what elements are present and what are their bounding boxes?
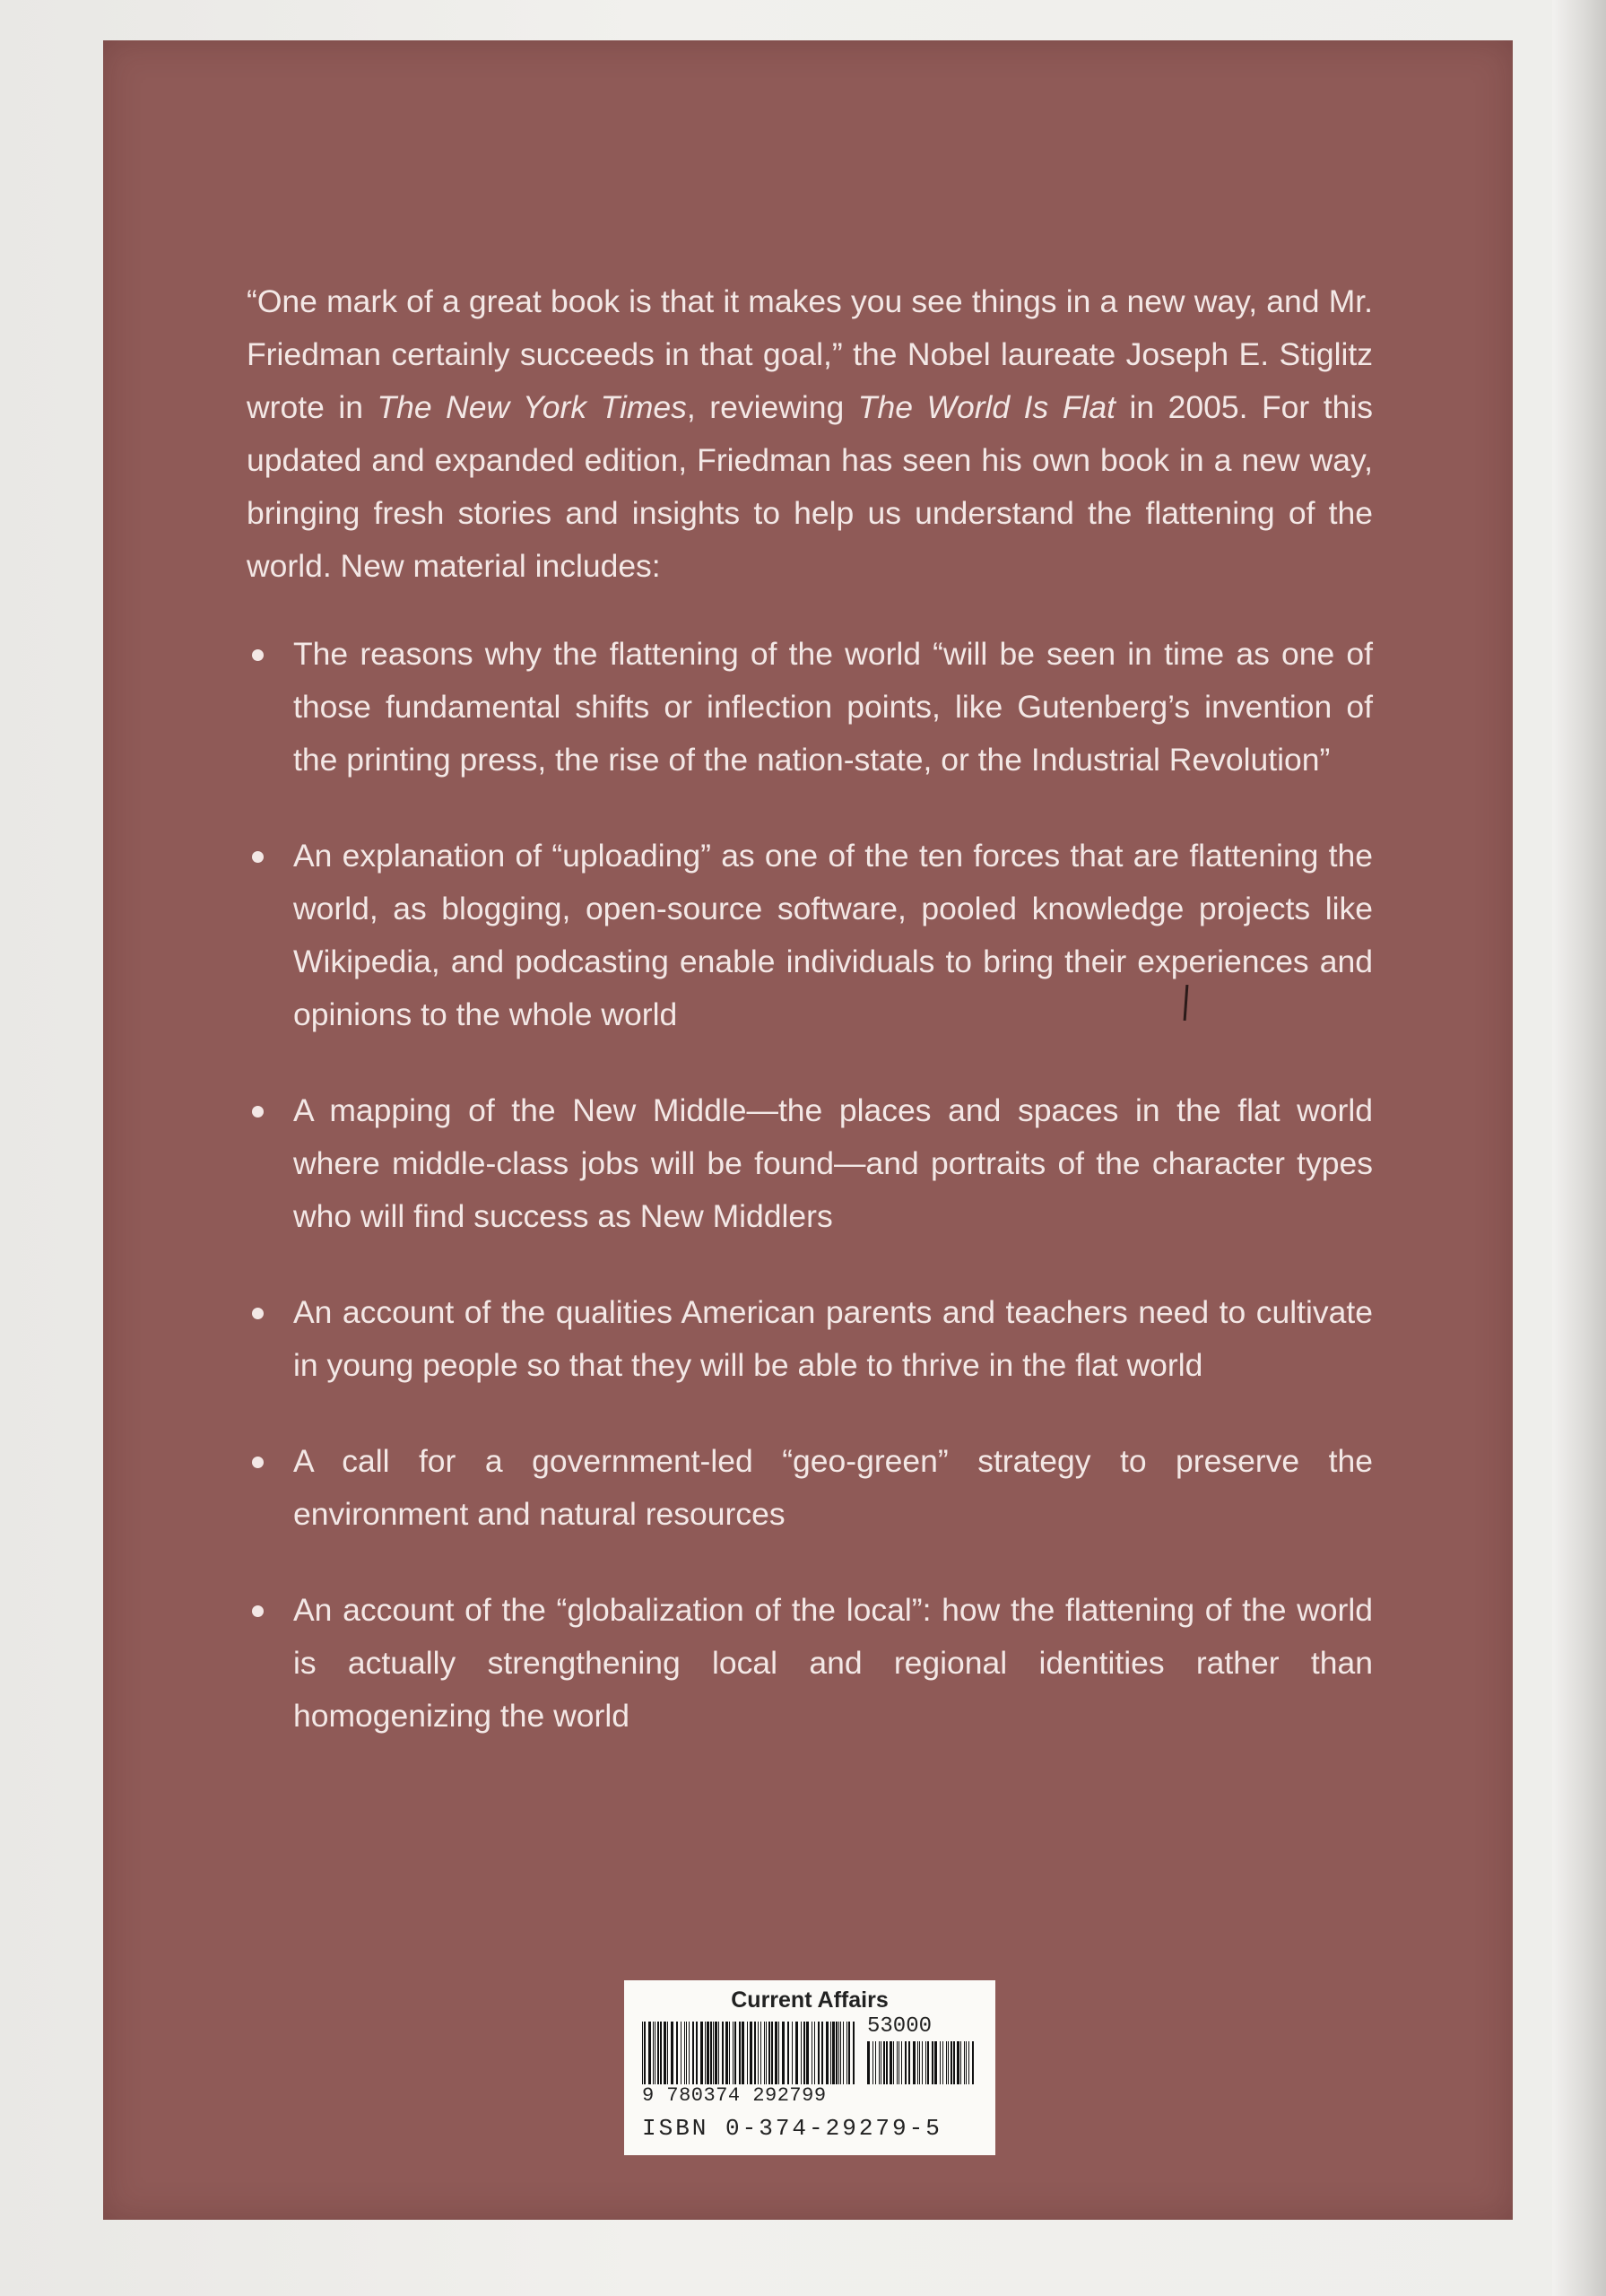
barcode-bar bbox=[875, 2041, 876, 2084]
bullet-icon bbox=[252, 1605, 264, 1617]
barcode-bar bbox=[927, 2041, 929, 2084]
barcode-bar bbox=[764, 2022, 765, 2084]
barcode-bar bbox=[942, 2041, 943, 2084]
barcode-bar bbox=[725, 2022, 728, 2084]
barcode-bar bbox=[760, 2022, 761, 2084]
newspaper-title: The New York Times bbox=[377, 389, 687, 425]
barcode-bar bbox=[795, 2022, 798, 2084]
barcode-bar bbox=[946, 2041, 947, 2084]
barcode-bar bbox=[686, 2022, 687, 2084]
barcode-bar bbox=[897, 2041, 898, 2084]
barcode-bar bbox=[792, 2022, 793, 2084]
barcode-bar bbox=[848, 2022, 850, 2084]
barcode-bar bbox=[886, 2041, 888, 2084]
list-item-text: An account of the “globalization of the local”: how the flattening of the world is actually strengthening local and regional identities rather than homogenizing the world bbox=[293, 1592, 1373, 1734]
barcode-bar bbox=[953, 2041, 955, 2084]
ean-barcode bbox=[642, 2022, 855, 2084]
barcode-bar bbox=[715, 2022, 717, 2084]
barcode-bar bbox=[775, 2022, 777, 2084]
barcode-bar bbox=[747, 2022, 748, 2084]
list-item-text: The reasons why the flattening of the world “will be seen in time as one of those fundamental shifts or inflection points, like Gutenberg’s invention of the printing press, the rise of the nation-state, or the Industrial Revolution” bbox=[293, 636, 1373, 778]
barcode-bar bbox=[710, 2022, 712, 2084]
barcode-bar bbox=[782, 2022, 785, 2084]
barcode-bar bbox=[692, 2022, 694, 2084]
barcode-bar bbox=[660, 2022, 662, 2084]
barcode-bar bbox=[671, 2022, 673, 2084]
barcode-bar bbox=[750, 2022, 752, 2084]
barcode-bar bbox=[940, 2041, 941, 2084]
price-barcode bbox=[867, 2041, 977, 2084]
barcode-bar bbox=[653, 2022, 654, 2084]
barcode-bar bbox=[803, 2022, 805, 2084]
barcode-bar bbox=[898, 2041, 899, 2084]
barcode-bar bbox=[801, 2022, 802, 2084]
barcode-bar bbox=[836, 2022, 838, 2084]
barcode-bar bbox=[642, 2022, 643, 2084]
barcode-bar bbox=[739, 2022, 741, 2084]
barcode-bar bbox=[821, 2022, 823, 2084]
intro-reviewing: , reviewing bbox=[686, 389, 858, 425]
barcode-bar bbox=[901, 2041, 902, 2084]
barcode-bar bbox=[696, 2022, 698, 2084]
barcode-bar bbox=[718, 2022, 719, 2084]
barcode-bar bbox=[968, 2041, 969, 2084]
barcode-bar bbox=[919, 2041, 920, 2084]
barcode-bar bbox=[922, 2041, 923, 2084]
barcode-bar bbox=[768, 2022, 770, 2084]
back-cover-panel bbox=[103, 40, 1513, 2220]
barcode-bar bbox=[840, 2022, 841, 2084]
barcode-bar bbox=[667, 2022, 668, 2084]
barcode-bar bbox=[689, 2022, 690, 2084]
intro-attribution: the Nobel laureate Joseph E. Stiglitz wrote in bbox=[247, 336, 1374, 425]
bullet-icon bbox=[252, 851, 264, 863]
book-title: The World Is Flat bbox=[857, 389, 1116, 425]
barcode-bar bbox=[867, 2041, 870, 2084]
barcode-bar bbox=[707, 2022, 709, 2084]
barcode-bar bbox=[832, 2022, 835, 2084]
barcode-bar bbox=[787, 2022, 789, 2084]
list-item bbox=[247, 1084, 1373, 1243]
barcode-bar bbox=[742, 2022, 744, 2084]
bullet-icon bbox=[252, 1457, 264, 1468]
barcode-bar bbox=[806, 2022, 809, 2084]
barcode-bar bbox=[778, 2022, 779, 2084]
barcode-bar bbox=[890, 2041, 892, 2084]
barcode-bar bbox=[705, 2022, 706, 2084]
list-item-text: A mapping of the New Middle—the places and spaces in the flat world where middle-class jobs will be found—and portraits of the character types who will find success as New Middlers bbox=[293, 1092, 1373, 1234]
barcode-bar bbox=[879, 2041, 880, 2084]
barcode-bar bbox=[644, 2022, 646, 2084]
barcode-bar bbox=[676, 2022, 678, 2084]
barcode-bar bbox=[917, 2041, 918, 2084]
barcode-bar bbox=[853, 2022, 855, 2084]
barcode-bar bbox=[948, 2041, 949, 2084]
barcode-bar bbox=[758, 2022, 759, 2084]
barcode-bar bbox=[722, 2022, 724, 2084]
barcode-bar bbox=[908, 2041, 910, 2084]
barcode-bar bbox=[818, 2022, 820, 2084]
intro-rest: in 2005. For this updated and expanded edition, Friedman has seen his own book in a new way, bringing fresh stories and insights to help us understand the flattening of the world. New material includes: bbox=[247, 389, 1373, 584]
barcode-bar bbox=[934, 2041, 937, 2084]
list-item-text: An explanation of “uploading” as one of the ten forces that are flattening the world, as blogging, open-source software, pooled knowledge projects like Wikipedia, and podcasting enable individuals to bring their experiences and opinions to the whole world bbox=[293, 838, 1373, 1032]
bullet-icon bbox=[252, 1308, 264, 1319]
barcode-bar bbox=[960, 2041, 961, 2084]
category-label: Current Affairs bbox=[731, 1987, 889, 2013]
barcode-bar bbox=[951, 2041, 952, 2084]
barcode-bar bbox=[700, 2022, 703, 2084]
barcode-bar bbox=[664, 2022, 666, 2084]
ean-number: 9 780374 292799 bbox=[642, 2084, 827, 2107]
list-item bbox=[247, 628, 1373, 787]
barcode-bar bbox=[729, 2022, 730, 2084]
list-item bbox=[247, 830, 1373, 1041]
barcode-bar bbox=[733, 2022, 734, 2084]
spine-shadow bbox=[1552, 0, 1606, 2296]
barcode-bar bbox=[966, 2041, 967, 2084]
barcode-bar bbox=[957, 2041, 959, 2084]
barcode-bar bbox=[883, 2041, 885, 2084]
barcode-bar bbox=[684, 2022, 685, 2084]
barcode-bar bbox=[905, 2041, 907, 2084]
isbn-number: ISBN 0-374-29279-5 bbox=[642, 2115, 942, 2142]
intro-paragraph bbox=[247, 275, 1373, 593]
barcode-bar bbox=[814, 2022, 815, 2084]
bullet-icon bbox=[252, 1106, 264, 1118]
barcode-bar bbox=[932, 2041, 933, 2084]
barcode-bar bbox=[657, 2022, 659, 2084]
barcode-bar bbox=[925, 2041, 926, 2084]
barcode-bar bbox=[754, 2022, 756, 2084]
list-item bbox=[247, 1286, 1373, 1392]
list-item-text: A call for a government-led “geo-green” strategy to preserve the environment and natural resources bbox=[293, 1443, 1373, 1532]
bullet-icon bbox=[252, 649, 264, 661]
list-item-text: An account of the qualities American parents and teachers need to cultivate in young people so that they will be able to thrive in the flat world bbox=[293, 1294, 1373, 1383]
barcode-bar bbox=[826, 2022, 829, 2084]
barcode-bar bbox=[872, 2041, 873, 2084]
barcode-bar bbox=[913, 2041, 916, 2084]
barcode-label bbox=[624, 1980, 995, 2155]
barcode-bar bbox=[771, 2022, 773, 2084]
barcode-bar bbox=[846, 2022, 847, 2084]
barcode-bar bbox=[734, 2022, 736, 2084]
barcode-bar bbox=[838, 2022, 839, 2084]
list-item bbox=[247, 1584, 1373, 1743]
barcode-bar bbox=[830, 2022, 831, 2084]
list-item bbox=[247, 1435, 1373, 1541]
barcode-bar bbox=[766, 2022, 767, 2084]
barcode-bar bbox=[964, 2041, 965, 2084]
price-code: 53000 bbox=[867, 2014, 933, 2039]
barcode-bar bbox=[972, 2041, 974, 2084]
intro-quote: “One mark of a great book is that it makes you see things in a new way, and Mr. Friedman certainly succeeds in that goal,” bbox=[247, 283, 1373, 372]
new-material-list bbox=[247, 628, 1373, 1786]
barcode-bar bbox=[713, 2022, 714, 2084]
barcode-bar bbox=[893, 2041, 894, 2084]
barcode-bar bbox=[648, 2022, 651, 2084]
barcode-bar bbox=[843, 2022, 844, 2084]
